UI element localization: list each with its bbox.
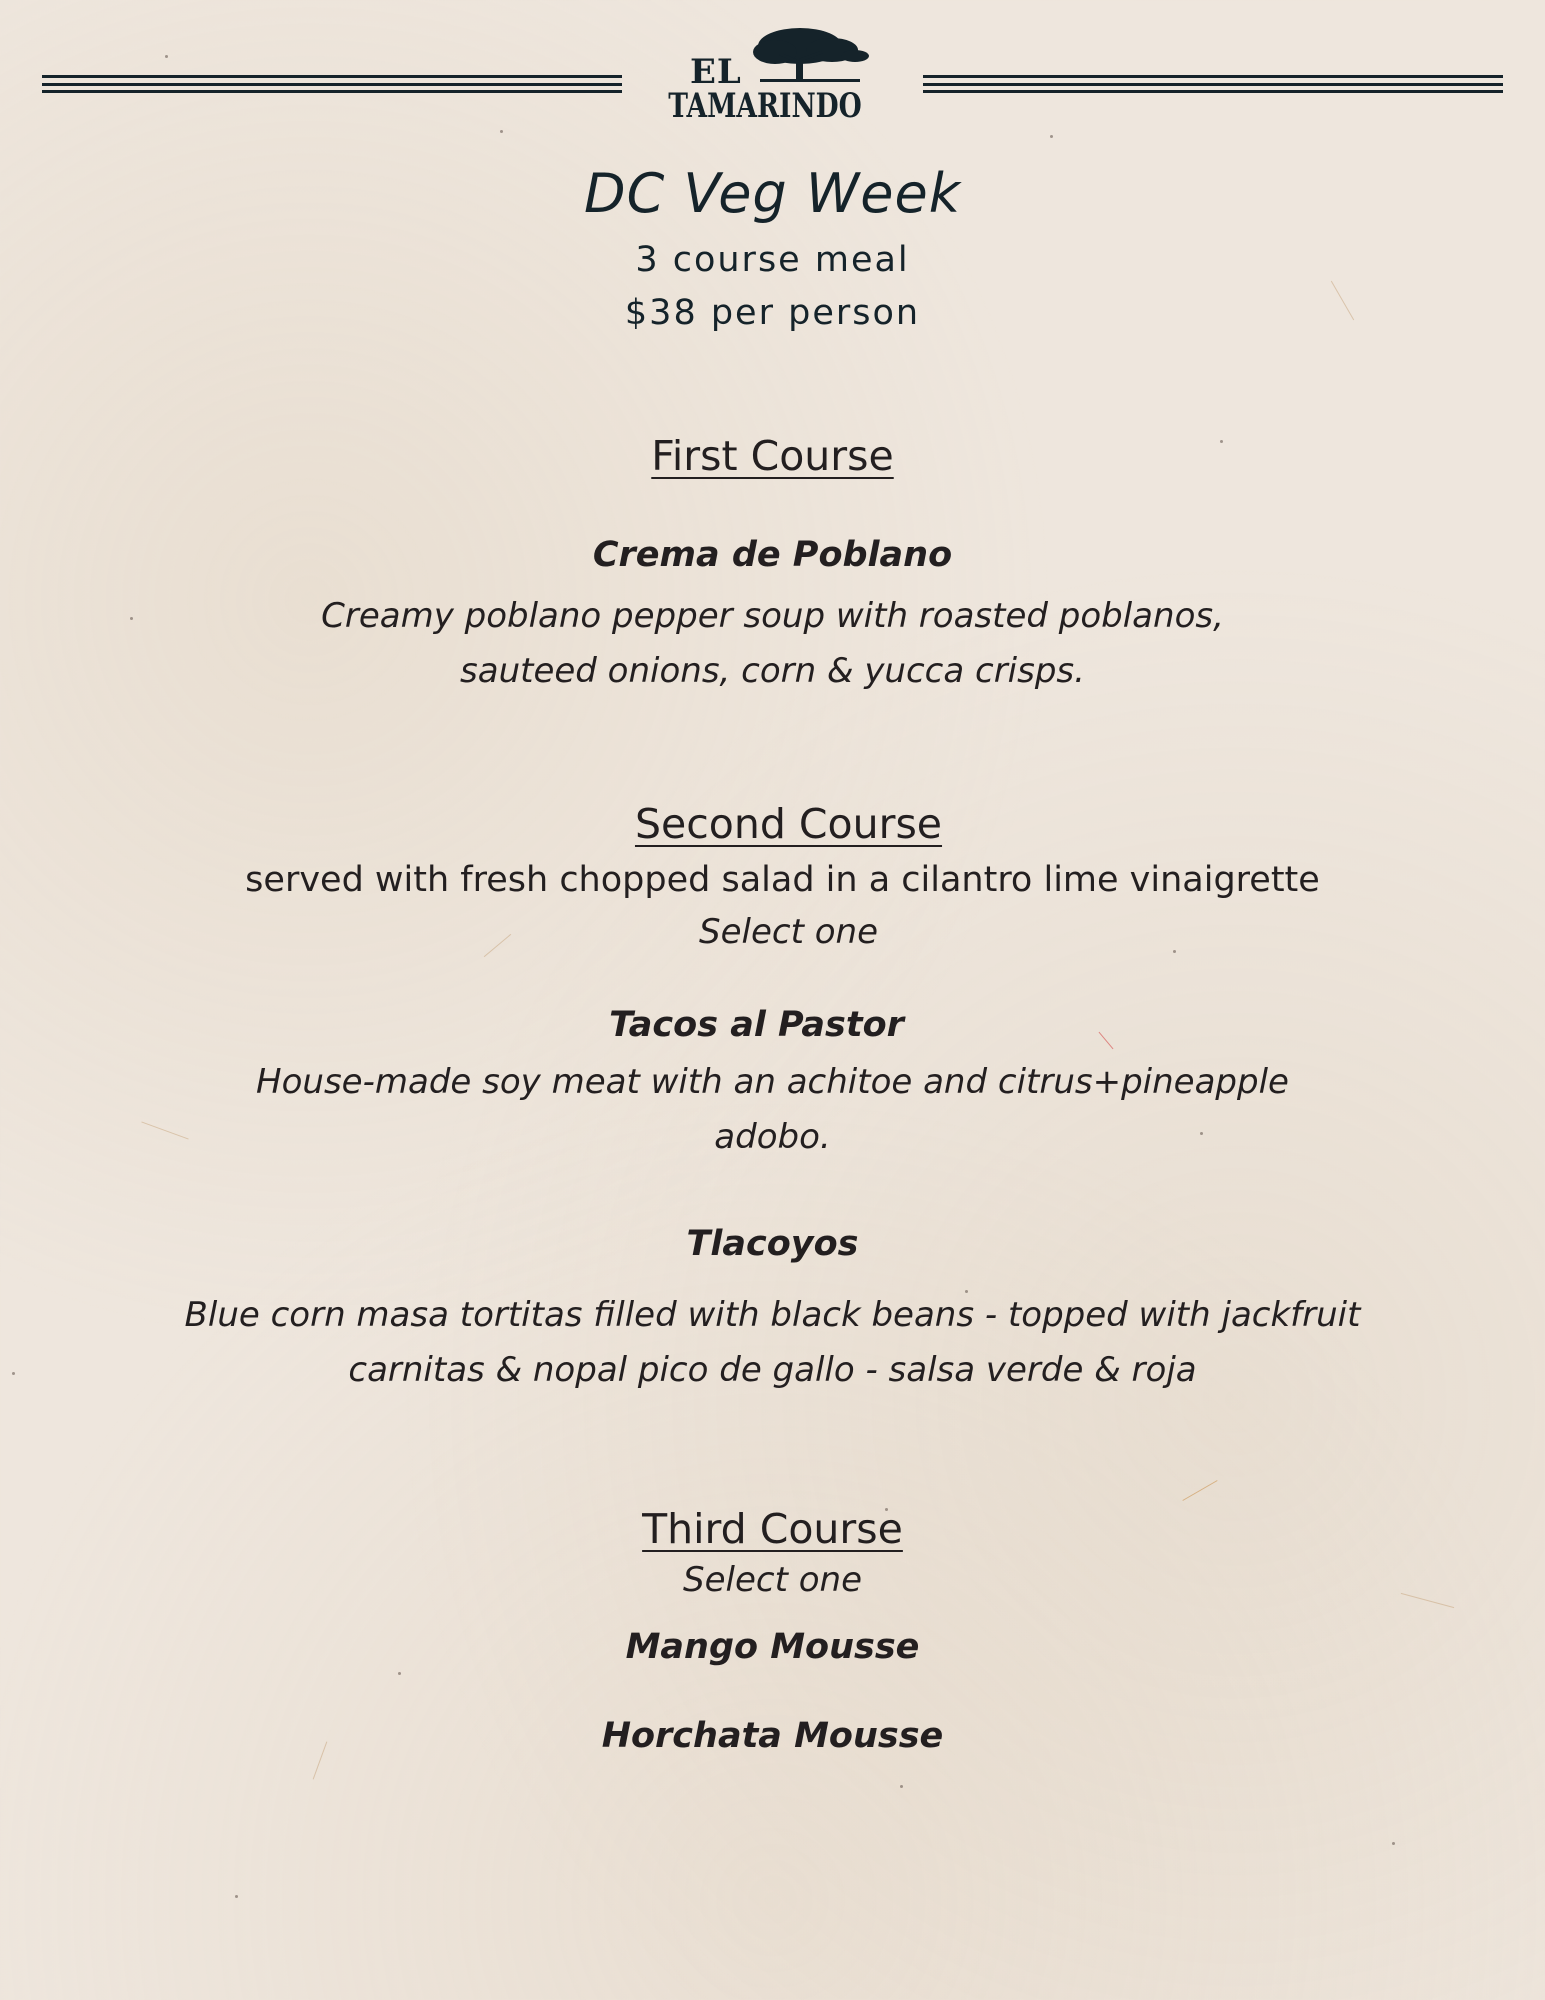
- price-text: $38 per person: [624, 293, 921, 333]
- dish-name: Horchata Mousse: [601, 1716, 944, 1756]
- dish-description-line: Creamy poblano pepper soup with roasted poblanos,: [321, 596, 1224, 636]
- dish-description-line: sauteed onions, corn & yucca crisps.: [460, 651, 1085, 691]
- dish-name: Tlacoyos: [686, 1224, 859, 1264]
- dish-description-line: House-made soy meat with an achitoe and citrus+pineapple: [256, 1062, 1289, 1102]
- dish-description: [0, 1288, 1545, 1398]
- tree-icon: [740, 24, 875, 82]
- dish-name: Crema de Poblano: [592, 535, 953, 575]
- logo-text-tamarindo: TAMARINDO: [668, 86, 862, 126]
- dish-description: [0, 1055, 1545, 1165]
- meal-subtitle: 3 course meal: [635, 240, 910, 280]
- dish-description-line: carnitas & nopal pico de gallo - salsa verde & roja: [348, 1350, 1197, 1390]
- dish-description-line: Blue corn masa tortitas filled with black beans - topped with jackfruit: [184, 1295, 1361, 1335]
- left-header-rule: [42, 75, 622, 103]
- event-title: DC Veg Week: [583, 162, 961, 225]
- second-course-heading: Second Course: [634, 800, 943, 848]
- first-course-heading: First Course: [651, 432, 894, 480]
- right-header-rule: [923, 75, 1503, 103]
- logo-text-el: EL: [690, 52, 742, 92]
- dish-name: Tacos al Pastor: [609, 1005, 904, 1045]
- restaurant-logo: [660, 24, 885, 134]
- second-course-select-label: Select one: [699, 912, 878, 952]
- dish-name: Mango Mousse: [625, 1627, 920, 1667]
- third-course-select-label: Select one: [683, 1560, 862, 1600]
- second-course-note: served with fresh chopped salad in a cilantro lime vinaigrette: [245, 860, 1320, 900]
- dish-description-line: adobo.: [714, 1117, 831, 1157]
- dish-description: [0, 589, 1545, 699]
- third-course-heading: Third Course: [642, 1505, 903, 1553]
